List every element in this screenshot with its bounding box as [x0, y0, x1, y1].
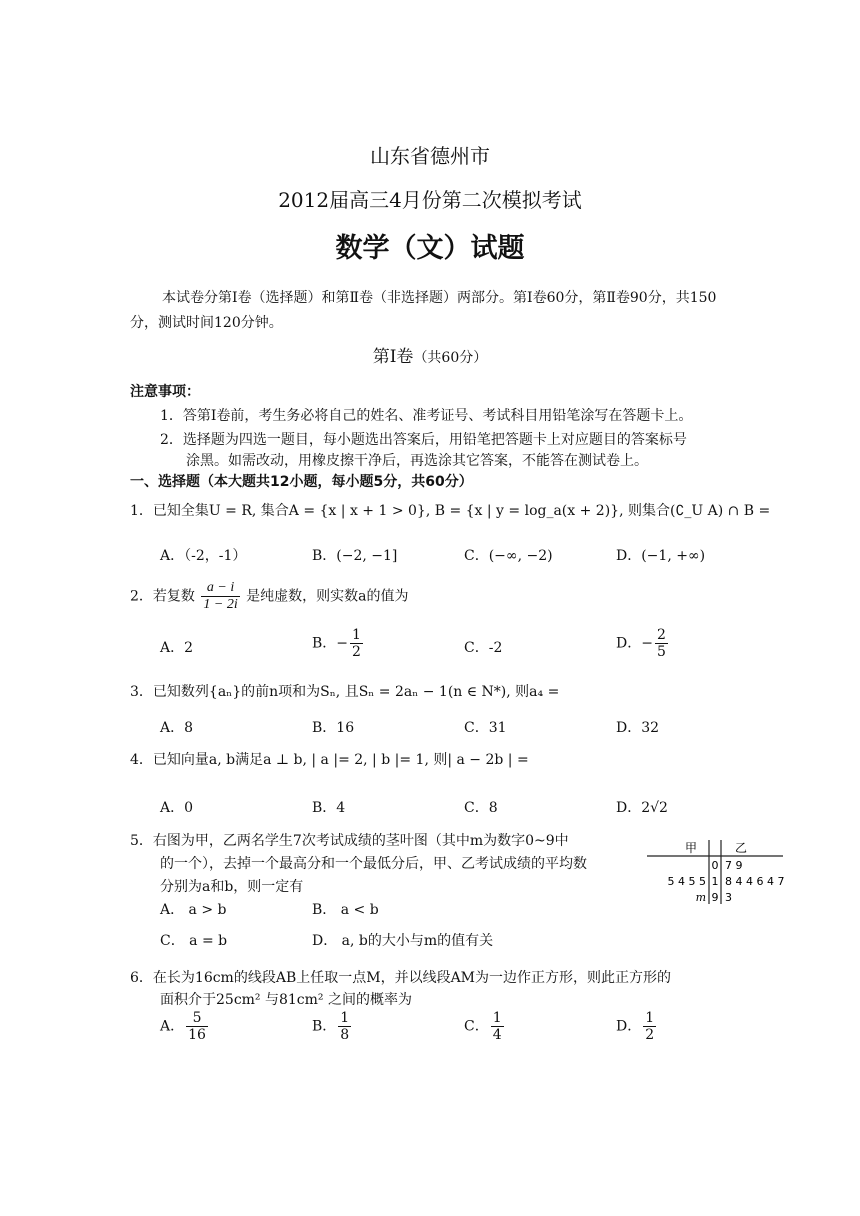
- stem-leaf-right-leaves: 8 4 4 6 4 7: [725, 875, 785, 888]
- q5-option-b: B． a < b: [312, 902, 379, 918]
- q4-option-d: D．2√2: [616, 800, 668, 816]
- q1-option-a: A．（-2，-1）: [160, 548, 247, 564]
- option-fraction: [338, 1010, 351, 1043]
- q6-option-d: [616, 1010, 658, 1043]
- fraction-den: 16: [188, 1027, 206, 1044]
- note-item: 涂黑。如需改动，用橡皮擦干净后，再选涂其它答案，不能答在测试卷上。: [186, 453, 648, 469]
- fraction-den: 4: [492, 1027, 502, 1044]
- q2-option-d-fraction: [655, 627, 668, 660]
- fraction-num: 5: [186, 1010, 208, 1027]
- q3-option-c: C．31: [464, 720, 507, 736]
- q6-option-a: [160, 1010, 210, 1043]
- q5-option-a: A． a > b: [160, 902, 227, 918]
- question-5-line: 5．右图为甲，乙两名学生7次考试成绩的茎叶图（其中m为数字0~9中: [130, 833, 569, 849]
- q3-option-b: B．16: [312, 720, 355, 736]
- q2-option-d: [616, 627, 670, 660]
- fraction-num: 1: [340, 1010, 350, 1026]
- fraction-num: 2: [656, 627, 666, 643]
- stem-leaf-stem: 9: [711, 891, 719, 904]
- q2-option-d-sign: −: [641, 635, 653, 652]
- q4-option-c: C．8: [464, 800, 498, 816]
- option-label: B．: [312, 1018, 337, 1035]
- q4-option-b: B．4: [312, 800, 346, 816]
- stem-leaf-left-leaves: 5 4 5 5: [667, 875, 706, 888]
- fraction-den: 8: [340, 1027, 350, 1044]
- stem-leaf-header-right: 乙: [735, 841, 748, 855]
- q6-option-c: [464, 1010, 506, 1043]
- question-6-line: 面积介于25cm² 与81cm² 之间的概率为: [160, 992, 412, 1008]
- q2-fraction-den: 1 − 2i: [203, 597, 238, 613]
- q2-option-c: C．-2: [464, 640, 503, 656]
- q2-fraction-num: a − i: [201, 580, 239, 597]
- school-title: 山东省德州市: [370, 144, 490, 168]
- stem-leaf-plot: [645, 838, 785, 906]
- stem-leaf-header-left: 甲: [685, 841, 698, 855]
- q3-option-d: D．32: [616, 720, 660, 736]
- option-fraction: [491, 1010, 504, 1043]
- stem-leaf-left-leaves: m: [695, 891, 706, 904]
- question-1-stem: 1．已知全集U = R, 集合A = {x | x + 1 > 0}, B = {x | y = log_a(x + 2)}, 则集合(∁_U A) ∩ B =: [130, 503, 771, 519]
- q2-option-b-label: B．: [312, 635, 337, 652]
- q2-option-d-label: D．: [616, 635, 642, 652]
- notes-title: 注意事项：: [130, 384, 200, 400]
- section-title: [0, 342, 860, 367]
- exam-title: 2012届高三4月份第二次模拟考试: [278, 188, 582, 212]
- fraction-num: 1: [645, 1010, 655, 1026]
- option-fraction: [643, 1010, 656, 1043]
- fraction-num: 1: [352, 627, 361, 643]
- q1-option-b: B．(−2, −1]: [312, 548, 398, 564]
- section-sub: （共60分）: [413, 350, 488, 366]
- q1-option-d: D．(−1, +∞): [616, 548, 706, 564]
- option-fraction: [186, 1010, 208, 1043]
- stem-leaf-stem: 1: [711, 875, 719, 888]
- stem-leaf-right-leaves: 3: [725, 891, 732, 904]
- q2-post: 是纯虚数，则实数a的值为: [246, 588, 409, 605]
- q2-option-b-fraction: [350, 627, 363, 660]
- question-3-stem: 3．已知数列{aₙ}的前n项和为Sₙ, 且Sₙ = 2aₙ − 1(n ∈ N*), 则a₄ =: [130, 684, 560, 700]
- q4-option-a: A．0: [160, 800, 194, 816]
- section-label: 第Ⅰ卷: [372, 347, 414, 367]
- q2-pre: 2．若复数: [130, 588, 195, 605]
- intro-paragraph: 本试卷分第Ⅰ卷（选择题）和第Ⅱ卷（非选择题）两部分。第Ⅰ卷60分，第Ⅱ卷90分，共150分，测试时间120分钟。: [130, 290, 717, 331]
- part-title: 一、选择题（本大题共12小题，每小题5分，共60分）: [130, 474, 473, 490]
- q2-fraction: [201, 580, 239, 613]
- option-label: C．: [464, 1018, 489, 1035]
- option-label: A．: [160, 1018, 185, 1035]
- question-6-line: 6．在长为16cm的线段AB上任取一点M，并以线段AM为一边作正方形，则此正方形的: [130, 970, 672, 986]
- q2-option-a: A．2: [160, 640, 194, 656]
- q5-option-d: D． a, b的大小与m的值有关: [312, 933, 494, 949]
- q2-option-b-sign: −: [336, 635, 349, 652]
- note-item: 2．选择题为四选一题目，每小题选出答案后，用铅笔把答题卡上对应题目的答案标号: [160, 432, 687, 448]
- fraction-den: 2: [645, 1027, 655, 1044]
- question-2-stem: [130, 580, 409, 613]
- fraction-num: 1: [492, 1010, 502, 1026]
- q2-option-b: [312, 627, 365, 660]
- question-5-line: 的一个），去掉一个最高分和一个最低分后，甲、乙考试成绩的平均数: [160, 856, 587, 872]
- stem-leaf-stem: 0: [711, 859, 719, 872]
- q5-option-c: C． a = b: [160, 933, 228, 949]
- question-5-line: 分别为a和b，则一定有: [160, 879, 304, 895]
- fraction-den: 2: [352, 644, 361, 661]
- fraction-den: 5: [656, 644, 666, 661]
- subject-title: 数学（文）试题: [335, 233, 525, 264]
- q1-option-c: C．(−∞, −2): [464, 548, 553, 564]
- q3-option-a: A．8: [160, 720, 194, 736]
- q6-option-b: [312, 1010, 353, 1043]
- question-4-stem: 4．已知向量a, b满足a ⊥ b, | a |= 2, | b |= 1, 则| a − 2b | =: [130, 752, 529, 768]
- option-label: D．: [616, 1018, 642, 1035]
- stem-leaf-right-leaves: 7 9: [725, 859, 743, 872]
- note-item: 1．答第Ⅰ卷前，考生务必将自己的姓名、准考证号、考试科目用铅笔涂写在答题卡上。: [160, 408, 693, 424]
